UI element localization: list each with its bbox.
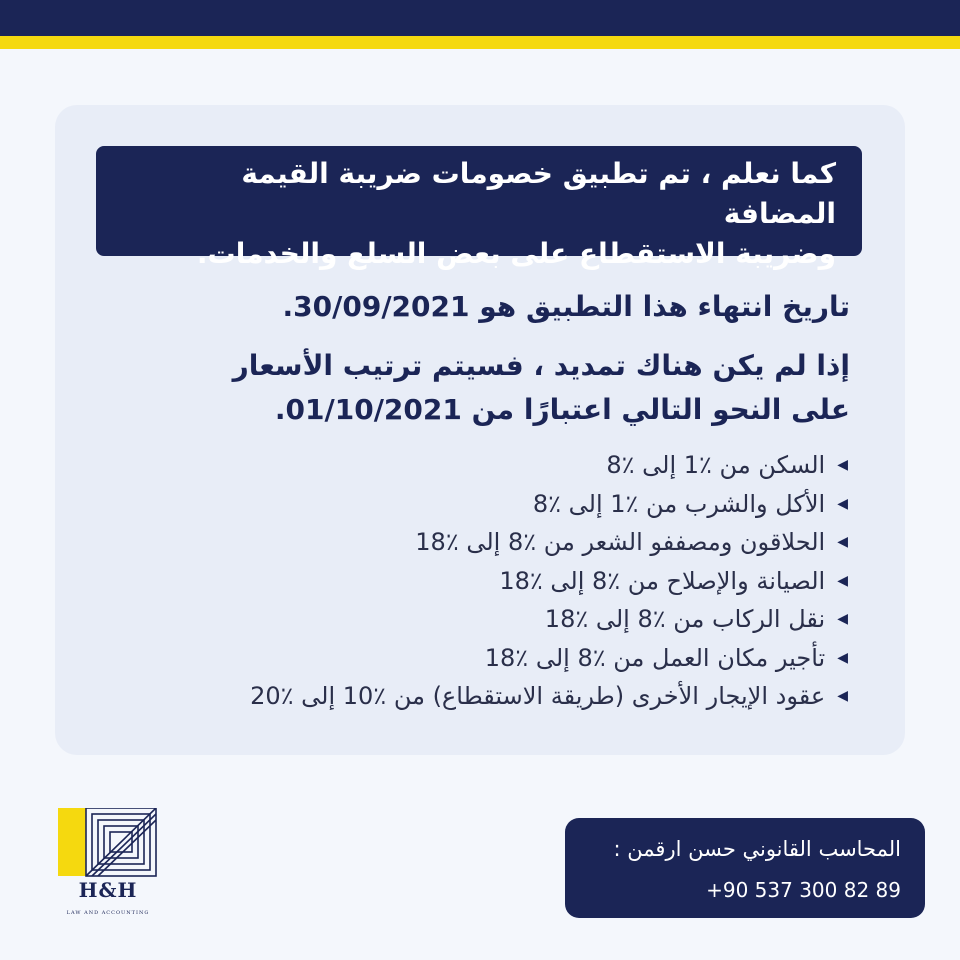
list-item-text: تأجير مكان العمل من ٪8 إلى ٪18: [484, 643, 826, 672]
triangle-left-icon: ◀: [837, 534, 848, 551]
list-item-text: الصيانة والإصلاح من ٪8 إلى ٪18: [499, 566, 826, 595]
contact-box: [565, 818, 925, 918]
intro-line-1: كما نعلم ، تم تطبيق خصومات ضريبة القيمة المضافة: [241, 157, 836, 230]
triangle-left-icon: ◀: [837, 495, 848, 512]
extension-paragraph: [110, 344, 850, 432]
extension-line-2: على النحو التالي اعتبارًا من 01/10/2021.: [274, 393, 850, 426]
extension-line-1: إذا لم يكن هناك تمديد ، فسيتم ترتيب الأسعار: [232, 349, 850, 382]
list-item-text: نقل الركاب من ٪8 إلى ٪18: [544, 605, 826, 634]
logo-subtitle: LAW AND ACCOUNTING: [66, 910, 150, 916]
top-yellow-stripe: [0, 36, 960, 49]
logo-mark: [52, 808, 164, 920]
accountant-name: المحاسب القانوني حسن ارقمن :: [613, 837, 901, 861]
list-item: [188, 523, 848, 562]
list-item-text: الحلاقون ومصففو الشعر من ٪8 إلى ٪18: [415, 528, 826, 557]
triangle-left-icon: ◀: [837, 688, 848, 705]
triangle-left-icon: ◀: [837, 457, 848, 474]
list-item: [188, 677, 848, 716]
list-item: [188, 562, 848, 601]
intro-banner: [96, 146, 862, 270]
list-item: [188, 485, 848, 524]
list-item: [188, 600, 848, 639]
expiry-date-text: تاريخ انتهاء هذا التطبيق هو 30/09/2021.: [282, 290, 850, 323]
triangle-left-icon: ◀: [837, 649, 848, 666]
list-item-text: عقود الإيجار الأخرى (طريقة الاستقطاع) من ٪10 إلى ٪20: [250, 682, 826, 711]
list-item: [188, 446, 848, 485]
intro-line-2: وضريبة الاستقطاع على بعض السلع والخدمات.: [196, 237, 836, 270]
list-item-text: الأكل والشرب من ٪1 إلى ٪8: [532, 489, 826, 518]
logo-text: H&H: [78, 878, 138, 902]
list-item: [188, 639, 848, 678]
price-change-list: [188, 446, 848, 716]
list-item-text: السكن من ٪1 إلى ٪8: [606, 451, 826, 480]
triangle-left-icon: ◀: [837, 572, 848, 589]
triangle-left-icon: ◀: [837, 611, 848, 628]
top-navy-band: [0, 0, 960, 36]
phone-number[interactable]: +90 537 300 82 89: [706, 878, 901, 902]
